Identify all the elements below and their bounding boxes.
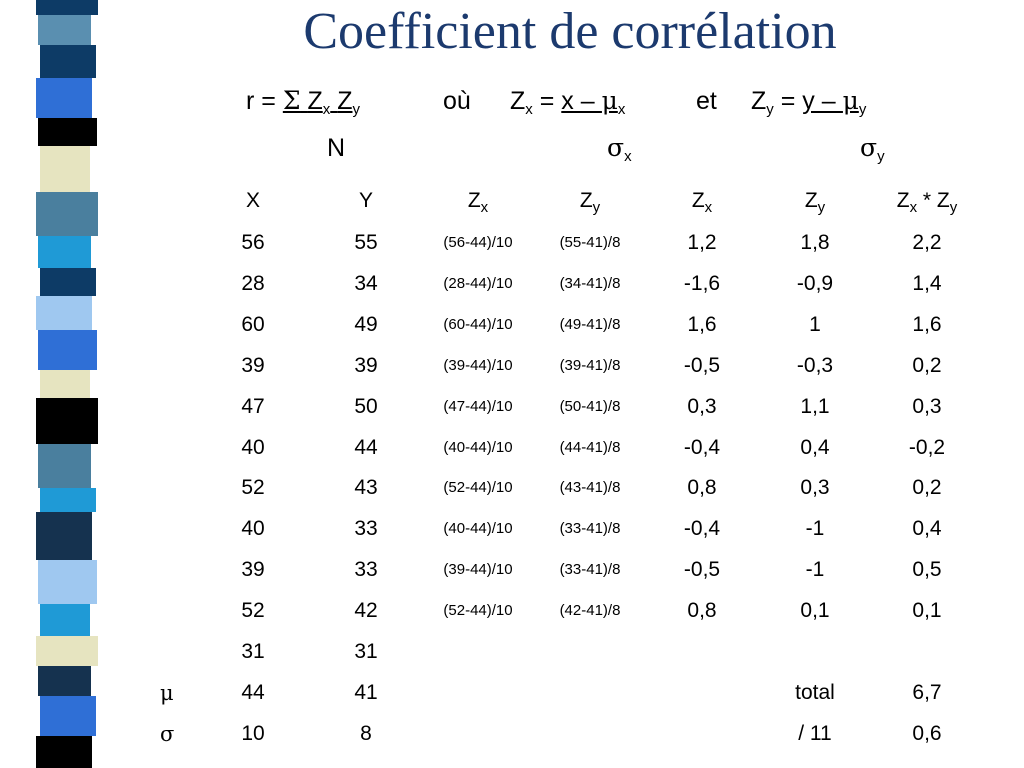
table-cell: 1,1 [800, 394, 830, 418]
stripe-band [38, 666, 91, 696]
table-cell: 1 [809, 312, 821, 336]
column-header: X [245, 189, 261, 212]
table-cell: -0,5 [683, 558, 721, 582]
summary-x: 10 [241, 721, 265, 745]
table-cell: (42-41)/8 [559, 602, 621, 620]
table-cell: 0,1 [800, 599, 830, 623]
table-cell: (60-44)/10 [443, 315, 513, 333]
table-cell: (44-41)/8 [559, 438, 621, 456]
table-cell: 0,3 [912, 394, 942, 418]
table-cell: 55 [354, 231, 378, 254]
stripe-band [38, 444, 91, 488]
column-header: $Z_y$ [579, 189, 601, 216]
table-cell: -1 [805, 558, 825, 582]
table-cell: (47-44)/10 [443, 397, 513, 415]
table-cell: -0,9 [796, 271, 834, 295]
table-cell: 0,5 [912, 558, 942, 582]
table-cell: 31 [241, 640, 265, 663]
summary-row-label: μ [160, 680, 174, 705]
summary-y: 8 [360, 721, 372, 745]
slide-title: Coefficient de corrélation [303, 3, 837, 60]
stripe-band [36, 736, 92, 768]
table-cell: 60 [241, 312, 265, 336]
stripe-band [38, 118, 97, 146]
table-cell: 34 [354, 271, 378, 295]
table-cell: 1,6 [687, 312, 717, 336]
formula-n: N [327, 134, 346, 162]
table-cell: (39-44)/10 [443, 561, 513, 579]
table-cell: 28 [241, 271, 265, 295]
table-cell: -0,5 [683, 353, 721, 377]
table-cell: (50-41)/8 [559, 397, 621, 415]
stripe-band [40, 268, 96, 296]
stripe-band [36, 296, 92, 330]
formula-sigma-x: $\sigma_x$ [607, 133, 632, 165]
stripe-band [36, 192, 98, 236]
table-cell: -1,6 [683, 271, 721, 295]
table-cell: 50 [354, 394, 378, 418]
table-cell: 39 [241, 558, 265, 582]
formula-r: r = Σ $Z_x$ $Z_y$ [246, 86, 360, 118]
table-cell: 0,2 [912, 476, 942, 500]
table-cell: 0,3 [800, 476, 830, 500]
table-cell: -0,3 [796, 353, 834, 377]
formula-zx-definition: $Z_x = x - \mu_x$ [510, 86, 626, 118]
table-cell: 52 [241, 599, 265, 623]
table-cell: (39-44)/10 [443, 356, 513, 374]
table-cell: (33-41)/8 [559, 561, 621, 579]
table-cell: (33-41)/8 [559, 520, 621, 538]
column-header: Y [358, 189, 374, 212]
table-cell: 43 [354, 476, 378, 500]
table-cell: 0,4 [800, 435, 830, 459]
table-cell: 0,3 [687, 394, 717, 418]
stripe-band [38, 330, 97, 370]
stripe-band [36, 512, 92, 560]
table-cell: (52-44)/10 [443, 602, 513, 620]
summary-value: 6,7 [912, 680, 942, 704]
column-header: $Z_x * Z_y$ [896, 189, 958, 216]
table-cell: (56-44)/10 [443, 234, 513, 251]
table-cell: (55-41)/8 [559, 234, 621, 251]
table-cell: 0,2 [912, 353, 942, 377]
table-cell: 39 [241, 353, 265, 377]
table-cell: 49 [354, 312, 378, 336]
table-cell: (49-41)/8 [559, 315, 621, 333]
formula-zy-definition: $Z_y = y - \mu_y$ [751, 86, 867, 118]
table-cell: 2,2 [912, 231, 942, 254]
table-cell: (34-41)/8 [559, 274, 621, 292]
column-header: $Z_x$ [467, 189, 489, 216]
stripe-band [40, 696, 96, 736]
table-cell: (40-44)/10 [443, 438, 513, 456]
table-cell: 39 [354, 353, 378, 377]
table-cell: -0,2 [908, 435, 946, 459]
decorative-stripe [0, 0, 118, 768]
table-cell: 56 [241, 231, 265, 254]
table-cell: 40 [241, 517, 265, 541]
stripe-band [40, 370, 90, 398]
stripe-band [40, 604, 90, 636]
table-cell: 1,2 [687, 231, 717, 254]
summary-note: / 11 [798, 721, 832, 745]
table-cell: -0,4 [683, 517, 721, 541]
stripe-band [36, 398, 98, 444]
table-cell: (28-44)/10 [443, 274, 513, 292]
table-cell: 40 [241, 435, 265, 459]
stripe-band [40, 146, 90, 192]
stripe-band [36, 0, 98, 15]
table-cell: 0,4 [912, 517, 942, 541]
stripe-band [38, 560, 97, 604]
stripe-band [38, 15, 91, 45]
table-cell: 1,8 [800, 231, 830, 254]
stripe-band [36, 636, 98, 666]
summary-x: 44 [241, 680, 265, 704]
table-cell: 42 [354, 599, 378, 623]
stripe-band [36, 78, 92, 118]
table-cell: (40-44)/10 [443, 520, 513, 538]
formula-ou: où [443, 87, 471, 115]
formula-sigma-y: $\sigma_y$ [860, 133, 885, 165]
table-cell: 31 [354, 640, 378, 663]
summary-y: 41 [354, 680, 378, 704]
stripe-band [38, 236, 91, 268]
table-cell: 33 [354, 558, 378, 582]
table-cell: 1,4 [912, 271, 942, 295]
table-cell: 44 [354, 435, 378, 459]
table-cell: (52-44)/10 [443, 479, 513, 497]
column-header: $Z_x$ [691, 189, 713, 216]
table-cell: -1 [805, 517, 825, 541]
summary-row-label: σ [160, 721, 175, 746]
table-cell: 0,8 [687, 476, 717, 500]
table-cell: 1,6 [912, 312, 942, 336]
formula-et: et [696, 87, 717, 115]
summary-value: 0,6 [912, 721, 942, 745]
stripe-band [40, 45, 96, 78]
table-cell: 33 [354, 517, 378, 541]
column-header: $Z_y$ [804, 189, 826, 216]
table-cell: (39-41)/8 [559, 356, 621, 374]
table-cell: 0,8 [687, 599, 717, 623]
stripe-band [40, 488, 96, 512]
summary-note: total [795, 680, 835, 704]
table-cell: 52 [241, 476, 265, 500]
table-cell: 47 [241, 394, 265, 418]
table-cell: 0,1 [912, 599, 942, 623]
table-cell: -0,4 [683, 435, 721, 459]
table-cell: (43-41)/8 [559, 479, 621, 497]
